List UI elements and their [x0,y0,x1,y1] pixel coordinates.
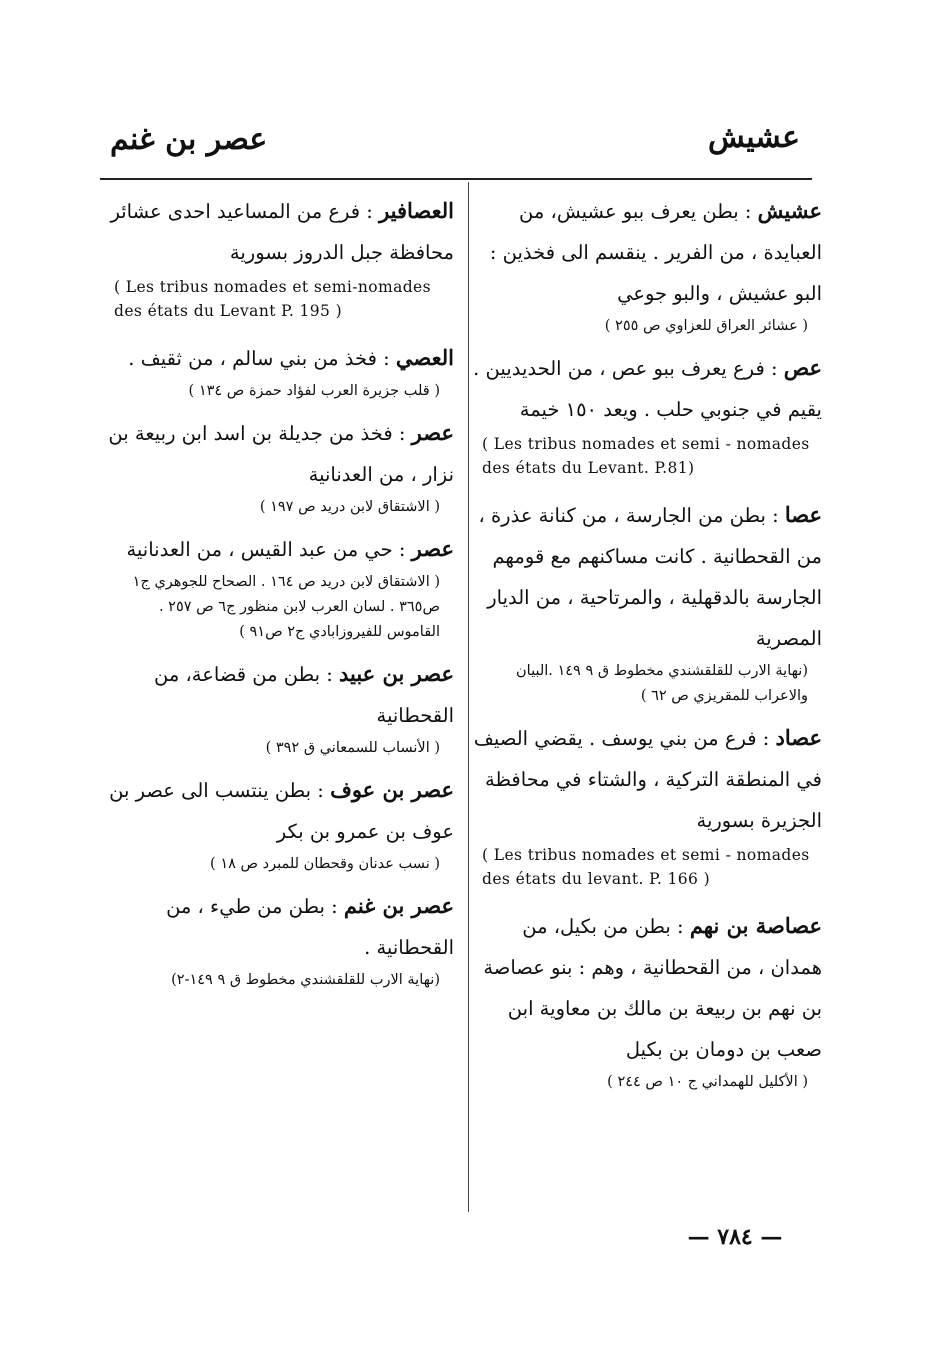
entry-head: عصا [784,502,822,527]
entry-body: : بطن من قضاعة، من القحطانية [154,663,454,727]
entry-body: : حي من عبد القيس ، من العدنانية [126,538,406,561]
source-arabic: (نهاية الارب للقلقشندي مخطوط ق ٩ ١٤٩ .البيان والاعراب للمقريزي ص ٦٢ ) [516,663,808,704]
entry [472,905,822,1095]
source-latin: ( Les tribus nomades et semi - nomades des états du levant. P. 166 ) [482,846,810,888]
entry-body: : فخذ من بني سالم ، من ثقيف . [128,347,390,370]
entry-head: عصر [411,536,454,561]
source-arabic: ( نسب عدنان وقحطان للمبرد ص ١٨ ) [210,856,440,872]
source-arabic: (نهاية الارب للقلقشندي مخطوط ق ٩ ١٤٩-٢) [171,972,440,988]
entry-head: عصر بن عوف [330,777,454,802]
entry-body: : فرع من المساعيد احدى عشائر محافظة جبل الدروز بسورية [110,200,454,264]
source-arabic: ( الاشتقاق لابن دريد ص ١٦٤ . الصحاح للجوهري ج١ ص٣٦٥ . لسان العرب لابن منظور ج٦ ص ٢٥٧ . القاموس للفيروزابادي ج٢ ص٩١ ) [132,574,440,640]
entry-head: عصاصة بن نهم [689,913,822,938]
entry-head: عصر بن عبيد [338,661,454,686]
entry [104,190,454,329]
entry [104,885,454,993]
entry [472,347,822,486]
header-left-keyword: عصر بن غنم [110,122,268,157]
entry-body: : بطن من طيء ، من القحطانية . [166,895,454,959]
page-number: — ٧٨٤ — [687,1224,783,1250]
header-right-keyword: عشيش [708,120,800,155]
entry-head: عصر [411,420,454,445]
entry [104,337,454,404]
source-arabic: ( الأكليل للهمداني ج ١٠ ص ٢٤٤ ) [607,1074,808,1090]
entry-head: العصي [395,345,454,370]
entry [104,528,454,645]
entry [472,494,822,709]
entry-body: : فرع من بني يوسف . يقضي الصيف في المنطقة التركية ، والشتاء في محافظة الجزيرة بسورية [473,727,822,832]
entry-head: العصافير [379,198,454,223]
entry-head: عشيش [757,198,822,223]
source-latin: ( Les tribus nomades et semi-nomades des états du Levant P. 195 ) [114,278,431,320]
header-rule [100,178,812,180]
column-divider [468,182,469,1212]
entry [104,412,454,520]
running-header [100,112,800,174]
entry-body: : بطن من الجارسة ، من كنانة عذرة ، من القحطانية . كانت مساكنهم مع قومهم الجارسة بالدقهلية ، والمرتاحية ، من الديار المصرية [478,504,822,650]
entry-body: : بطن من بكيل، من همدان ، من القحطانية ، وهم : بنو عصاصة بن نهم بن ربيعة بن مالك بن معاوية ابن صعب بن دومان بن بكيل [483,915,822,1061]
entry-body: : فخذ من جديلة بن اسد ابن ربيعة بن نزار ، من العدنانية [108,422,454,486]
entry-body: : بطن يعرف ببو عشيش، من العبايدة ، من الفرير . ينقسم الى فخذين : البو عشيش ، والبو جوعي [489,200,822,305]
source-arabic: ( الاشتقاق لابن دريد ص ١٩٧ ) [259,499,440,515]
source-arabic: ( قلب جزيرة العرب لفؤاد حمزة ص ١٣٤ ) [188,383,440,399]
source-latin: ( Les tribus nomades et semi - nomades des états du Levant. P.81) [482,435,810,477]
entry-head: عصاد [775,725,822,750]
source-arabic: ( عشائر العراق للعزاوي ص ٢٥٥ ) [604,318,808,334]
entry-head: عصر بن غنم [343,893,454,918]
entry [104,653,454,761]
entry-body: : بطن ينتسب الى عصر بن عوف بن عمرو بن بكر [109,779,454,843]
entry [472,190,822,339]
right-column [472,190,822,1103]
left-column [104,190,454,1001]
source-arabic: ( الأنساب للسمعاني ق ٣٩٢ ) [265,740,440,756]
entry [104,769,454,877]
entry-head: عص [783,355,822,380]
entry [472,717,822,897]
entry-body: : فرع يعرف ببو عص ، من الحديديين . يقيم في جنوبي حلب . ويعد ١٥٠ خيمة [473,357,822,421]
